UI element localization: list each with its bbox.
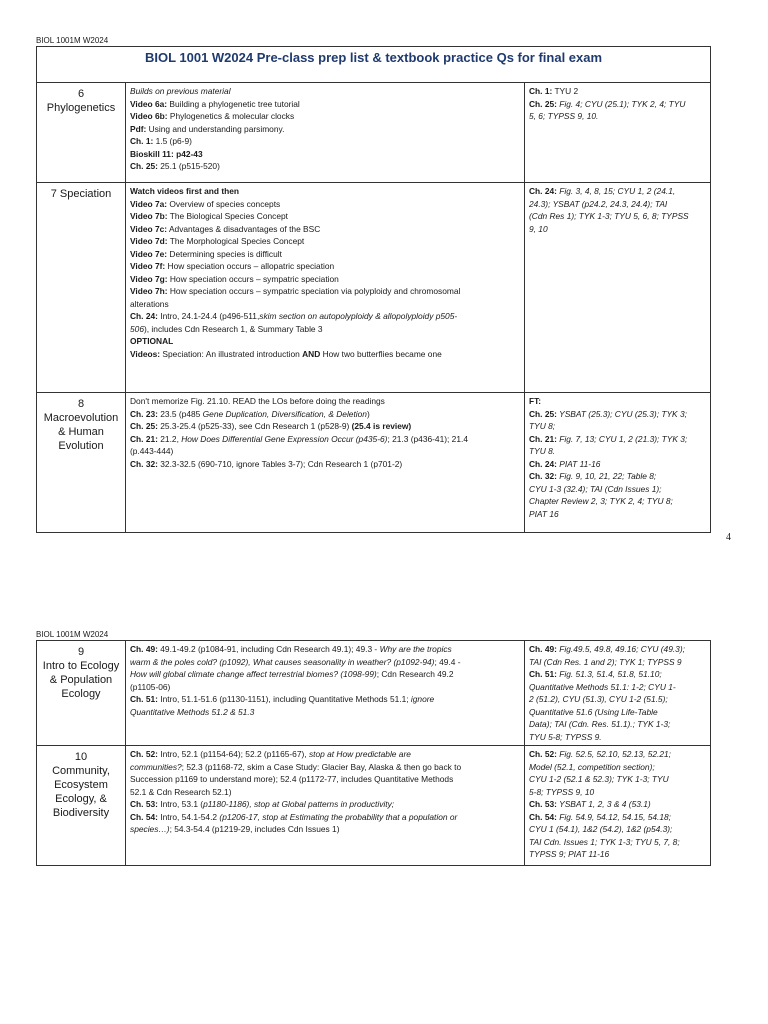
text-run: PIAT 16 — [529, 508, 559, 519]
text-run: 9, 10 — [529, 223, 548, 234]
text-run: Ch. 1: — [130, 136, 154, 146]
question-line — [529, 185, 706, 198]
question-line — [529, 811, 706, 824]
text-run: OPTIONAL — [130, 336, 174, 346]
text-run: Ch. 24: — [529, 186, 557, 196]
text-run: ; 49.4 - — [434, 656, 461, 667]
week-topic-cell — [37, 393, 126, 533]
topic-line: Community, — [52, 765, 110, 777]
question-line — [529, 433, 706, 446]
text-run: TYU 5-8; TYPSS 9. — [529, 731, 602, 742]
table-row — [37, 746, 711, 866]
text-run: Fig. 52.5, 52.10, 52.13, 52.21; — [556, 749, 672, 759]
text-run: YSBAT 1, 2, 3 & 4 (53.1) — [556, 799, 651, 809]
topic-line: 6 — [77, 88, 85, 100]
reading-line — [130, 85, 520, 98]
reading-line — [130, 198, 520, 211]
text-run: 5-8; TYPSS 9, 10 — [529, 786, 595, 797]
topic-line: Intro to Ecology — [42, 660, 120, 672]
reading-line — [130, 433, 520, 446]
text-run: Ch. 54: — [529, 811, 557, 822]
table-row — [37, 183, 711, 393]
reading-line — [130, 135, 520, 148]
text-run: 32.3-32.5 (690-710, ignore Tables 3-7); Cdn Research 1 (p701-2) — [157, 458, 403, 469]
text-run: Ch. 52: — [529, 749, 557, 759]
reading-line — [130, 823, 520, 836]
reading-line — [130, 798, 520, 811]
week-topic-cell — [37, 83, 126, 183]
readings-cell — [126, 746, 525, 866]
text-run: Video 7b: — [130, 211, 168, 221]
text-run: TYU 8. — [529, 446, 556, 456]
reading-line — [130, 706, 520, 719]
text-run: Video 7d: — [130, 236, 168, 246]
text-run: 24.3); YSBAT (p24.2, 24.3, 24.4); TAI — [529, 198, 668, 209]
reading-line — [130, 298, 520, 311]
text-run: ), includes Cdn Research 1, & Summary Table 3 — [143, 323, 323, 334]
text-run: How will global climate change affect terrestrial biomes? (1098-99) — [130, 669, 377, 679]
readings-cell — [126, 183, 525, 393]
topic-line: Ecology, & — [55, 793, 107, 805]
topic-line: 9 — [77, 646, 85, 658]
text-run: Ch. 51: — [529, 669, 557, 679]
topic-line: Evolution — [58, 440, 104, 452]
text-run: Fig. 3, 4, 8, 15; CYU 1, 2 (24.1, — [556, 186, 676, 196]
reading-line — [130, 656, 520, 669]
topic-line: Ecology — [61, 688, 101, 700]
text-run: species…) — [130, 824, 170, 834]
reading-line — [130, 123, 520, 136]
question-line — [529, 408, 706, 421]
topic-line: Macroevolution — [43, 412, 119, 424]
reading-line — [130, 395, 520, 408]
reading-line — [130, 235, 520, 248]
text-run: ) — [366, 408, 370, 419]
text-run: Bioskill 11: p42-43 — [130, 148, 203, 159]
text-run: CYU 1 (54.1), 1&2 (54.2), 1&2 (p54.3); — [529, 824, 673, 834]
text-run: Ch. 52: — [130, 749, 158, 759]
schedule-table-1 — [36, 46, 711, 533]
text-run: Video 6a: — [130, 98, 168, 109]
text-run: ; 52.3 (p1168-72, skim a Case Study: Glacier Bay, Alaska & then go back to — [181, 761, 462, 772]
text-run: Ch. 23: — [130, 408, 158, 419]
text-run: Ch. 21: — [529, 433, 557, 444]
text-run: Ch. 53: — [130, 799, 158, 809]
question-line — [529, 731, 706, 744]
text-run: Quantitative 51.6 (Using Life-Table — [529, 706, 658, 717]
question-line — [529, 823, 706, 836]
table-title: BIOL 1001 W2024 Pre-class prep list & textbook practice Qs for final exam — [37, 47, 711, 83]
text-run: Intro, 51.1-51.6 (p1130-1151), including Quantitative Methods 51.1; — [157, 694, 411, 704]
reading-line — [130, 420, 520, 433]
text-run: Intro, 52.1 (p1154-64); 52.2 (p1165-67), — [157, 749, 309, 759]
question-line — [529, 395, 706, 408]
practice-questions-cell — [525, 746, 711, 866]
text-run: Speciation: An illustrated introduction — [160, 348, 303, 359]
text-run: (25.4 is review) — [351, 421, 412, 431]
practice-questions-cell — [525, 641, 711, 746]
reading-line — [130, 310, 520, 323]
text-run: Data); TAI (Cdn. Res. 51.1).; TYK 1-3; — [529, 719, 671, 729]
text-run: FT: — [529, 396, 542, 406]
text-run: How speciation occurs – allopatric speciation — [165, 261, 335, 271]
practice-questions-cell — [525, 183, 711, 393]
text-run: Ch. 1: — [529, 86, 553, 96]
text-run: Building a phylogenetic tree tutorial — [167, 98, 300, 109]
text-run: How Does Differential Gene Expression Occur (p435-6) — [181, 433, 388, 444]
practice-questions-cell — [525, 393, 711, 533]
question-line — [529, 495, 706, 508]
table-row — [37, 393, 711, 533]
topic-line: 7 Speciation — [50, 188, 112, 200]
reading-line — [130, 323, 520, 336]
text-run: 5, 6; TYPSS 9, 10. — [529, 111, 599, 121]
reading-line — [130, 408, 520, 421]
text-run: (p1105-06) — [130, 681, 171, 692]
reading-line — [130, 445, 520, 458]
reading-line — [130, 148, 520, 161]
text-run: CYU 1-3 (32.4); TAI (Cdn Issues 1); — [529, 483, 662, 494]
reading-line — [130, 348, 520, 361]
text-run: (p.443-444) — [130, 446, 174, 456]
question-line — [529, 458, 706, 471]
text-run: Fig. 4; CYU (25.1); TYK 2, 4; TYU — [556, 98, 686, 109]
text-run: 25.1 (p515-520) — [157, 161, 220, 171]
question-line — [529, 836, 706, 849]
reading-line — [130, 681, 520, 694]
text-run: Ch. 25: — [529, 408, 557, 419]
page-number: 4 — [726, 532, 731, 543]
text-run: Chapter Review 2, 3; TYK 2, 4; TYU 8; — [529, 496, 673, 506]
text-run: Video 7h: — [130, 286, 168, 296]
text-run: Succession p1169 to understand more); 52.4 (p1172-77, includes Quantitative Methods — [130, 774, 454, 784]
question-line — [529, 848, 706, 861]
text-run: Fig.49.5, 49.8, 49.16; CYU (49.3); — [556, 644, 685, 654]
text-run: alterations — [130, 298, 169, 309]
reading-line — [130, 98, 520, 111]
reading-line — [130, 185, 520, 198]
text-run: TYU 8; — [529, 421, 556, 431]
text-run: TYU 2 — [552, 86, 579, 96]
text-run: Intro, 53.1 ( — [157, 799, 204, 809]
reading-line — [130, 223, 520, 236]
text-run: ; 21.3 (p436-41); 21.4 — [387, 433, 468, 444]
question-line — [529, 470, 706, 483]
text-run: PIAT 11-16 — [556, 458, 601, 469]
question-line — [529, 198, 706, 211]
text-run: ignore — [410, 694, 435, 704]
question-line — [529, 110, 706, 123]
question-line — [529, 668, 706, 681]
text-run: Model (52.1, competition section); — [529, 761, 655, 772]
question-line — [529, 210, 706, 223]
text-run: 25.3-25.4 (p525-33), see Cdn Research 1 (p528-9) — [157, 421, 352, 431]
question-line — [529, 420, 706, 433]
question-line — [529, 761, 706, 774]
question-line — [529, 798, 706, 811]
question-line — [529, 706, 706, 719]
reading-line — [130, 786, 520, 799]
text-run: 506 — [130, 323, 144, 334]
reading-line — [130, 693, 520, 706]
text-run: How speciation occurs – sympatric speciation via polyploidy and chromosomal — [167, 286, 461, 296]
reading-line — [130, 668, 520, 681]
reading-line — [130, 748, 520, 761]
text-run: How two butterflies became one — [320, 348, 442, 359]
page-header: BIOL 1001M W2024 — [36, 36, 109, 45]
text-run: Video 7f: — [130, 261, 166, 271]
question-line — [529, 445, 706, 458]
text-run: Ch. 32: — [130, 458, 158, 469]
reading-line — [130, 773, 520, 786]
text-run: Quantitative Methods 51.2 & 51.3 — [130, 706, 255, 717]
text-run: (Cdn Res 1); TYK 1-3; TYU 5, 6, 8; TYPSS — [529, 211, 689, 221]
text-run: Intro, 54.1-54.2 — [157, 811, 220, 822]
topic-line: & Human — [58, 426, 104, 438]
text-run: Video 7c: — [130, 223, 168, 234]
text-run: Fig. 51.3, 51.4, 51.8, 51.10; — [556, 669, 662, 679]
text-run: skim section on autopolyploidy & allopolyploidy p505- — [259, 311, 458, 321]
text-run: 1.5 (p6-9) — [153, 136, 192, 146]
readings-cell — [126, 641, 525, 746]
text-run: Ch. 24: — [130, 311, 158, 321]
question-line — [529, 786, 706, 799]
text-run: Intro, 24.1-24.4 (p496-511, — [157, 311, 260, 321]
text-run: Phylogenetics & molecular clocks — [167, 111, 295, 121]
reading-line — [130, 643, 520, 656]
text-run: The Biological Species Concept — [167, 211, 288, 221]
week-topic-cell — [37, 641, 126, 746]
practice-questions-cell — [525, 83, 711, 183]
text-run: Video 6b: — [130, 111, 168, 121]
readings-cell — [126, 83, 525, 183]
text-run: Video 7g: — [130, 273, 168, 284]
week-topic-cell — [37, 183, 126, 393]
text-run: Ch. 25: — [130, 161, 158, 171]
question-line — [529, 693, 706, 706]
text-run: Video 7a: — [130, 198, 168, 209]
reading-line — [130, 285, 520, 298]
text-run: Ch. 49: — [130, 644, 158, 654]
text-run: Ch. 21: — [130, 433, 158, 444]
text-run: AND — [302, 348, 321, 359]
readings-cell — [126, 393, 525, 533]
question-line — [529, 483, 706, 496]
text-run: stop at How predictable are — [308, 749, 411, 759]
reading-line — [130, 260, 520, 273]
text-run: Gene Duplication, Diversification, & Deletion — [202, 408, 367, 419]
text-run: CYU 1-2 (52.1 & 52.3); TYK 1-3; TYU — [529, 774, 669, 784]
page-header-2: BIOL 1001M W2024 — [36, 630, 109, 639]
topic-line: Ecosystem — [54, 779, 108, 791]
question-line — [529, 718, 706, 731]
reading-line — [130, 458, 520, 471]
schedule-table-2 — [36, 640, 711, 866]
text-run: Ch. 32: — [529, 471, 557, 481]
reading-line — [130, 110, 520, 123]
question-line — [529, 85, 706, 98]
question-line — [529, 223, 706, 236]
text-run: warm & the poles cold? (p1092), What causes seasonality in weather? (p1092-94) — [130, 656, 435, 667]
text-run: Ch. 49: — [529, 644, 557, 654]
topic-line: 10 — [74, 751, 88, 763]
text-run: Using and understanding parsimony. — [146, 123, 285, 134]
text-run: Video 7e: — [130, 248, 168, 259]
text-run: Why are the tropics — [379, 644, 452, 654]
text-run: TAI Cdn. Issues 1; TYK 1-3; TYU 5, 7, 8; — [529, 836, 680, 847]
text-run: Overview of species concepts — [167, 198, 281, 209]
question-line — [529, 748, 706, 761]
question-line — [529, 643, 706, 656]
text-run: (p1206-17, stop at Estimating the probability that a population or — [219, 811, 458, 822]
reading-line — [130, 761, 520, 774]
text-run: Videos: — [130, 348, 161, 359]
question-line — [529, 508, 706, 521]
reading-line — [130, 210, 520, 223]
topic-line: Biodiversity — [52, 807, 110, 819]
text-run: Ch. 24: — [529, 458, 557, 469]
text-run: Fig. 9, 10, 21, 22; Table 8; — [556, 471, 657, 481]
reading-line — [130, 248, 520, 261]
question-line — [529, 773, 706, 786]
text-run: Ch. 54: — [130, 811, 158, 822]
text-run: Ch. 25: — [529, 98, 557, 109]
text-run: Builds on previous material — [130, 86, 231, 96]
reading-line — [130, 160, 520, 173]
text-run: Quantitative Methods 51.1: 1-2; CYU 1- — [529, 681, 676, 692]
text-run: Determining species is difficult — [167, 248, 282, 259]
text-run: 2 (51.2), CYU (51.3), CYU 1-2 (51.5); — [529, 694, 668, 704]
text-run: Pdf: — [130, 123, 147, 134]
text-run: Ch. 53: — [529, 799, 557, 809]
text-run: Fig. 7, 13; CYU 1, 2 (21.3); TYK 3; — [556, 433, 688, 444]
text-run: Fig. 54.9, 54.12, 54.15, 54.18; — [556, 811, 672, 822]
topic-line: Phylogenetics — [46, 102, 116, 114]
text-run: YSBAT (25.3); CYU (25.3); TYK 3; — [556, 408, 687, 419]
topic-line: 8 — [77, 398, 85, 410]
text-run: TAI (Cdn Res. 1 and 2); TYK 1; TYPSS 9 — [529, 656, 682, 667]
reading-line — [130, 335, 520, 348]
text-run: Ch. 25: — [130, 421, 158, 431]
reading-line — [130, 273, 520, 286]
text-run: ; Cdn Research 49.2 — [376, 669, 454, 679]
text-run: TYPSS 9; PIAT 11-16 — [529, 849, 610, 859]
text-run: 23.5 (p485 — [157, 408, 203, 419]
text-run: How speciation occurs – sympatric speciation — [167, 273, 339, 284]
text-run: communities? — [130, 761, 182, 772]
question-line — [529, 681, 706, 694]
text-run: Advantages & disadvantages of the BSC — [167, 223, 321, 234]
text-run: Ch. 51: — [130, 694, 158, 704]
text-run: The Morphological Species Concept — [167, 236, 305, 246]
text-run: ; 54.3-54.4 (p1219-29, includes Cdn Issues 1) — [169, 824, 340, 834]
text-run: 49.1-49.2 (p1084-91, including Cdn Research 49.1); 49.3 - — [157, 644, 380, 654]
topic-line: & Population — [49, 674, 113, 686]
text-run: 52.1 & Cdn Research 52.1) — [130, 786, 232, 797]
text-run: Watch videos first and then — [130, 186, 240, 196]
table-row — [37, 83, 711, 183]
reading-line — [130, 811, 520, 824]
week-topic-cell — [37, 746, 126, 866]
text-run: p1180-1186), stop at Global patterns in productivity; — [203, 799, 395, 809]
table-row — [37, 641, 711, 746]
text-run: Don't memorize Fig. 21.10. READ the LOs before doing the readings — [130, 396, 385, 406]
question-line — [529, 656, 706, 669]
text-run: 21.2, — [157, 433, 182, 444]
question-line — [529, 98, 706, 111]
